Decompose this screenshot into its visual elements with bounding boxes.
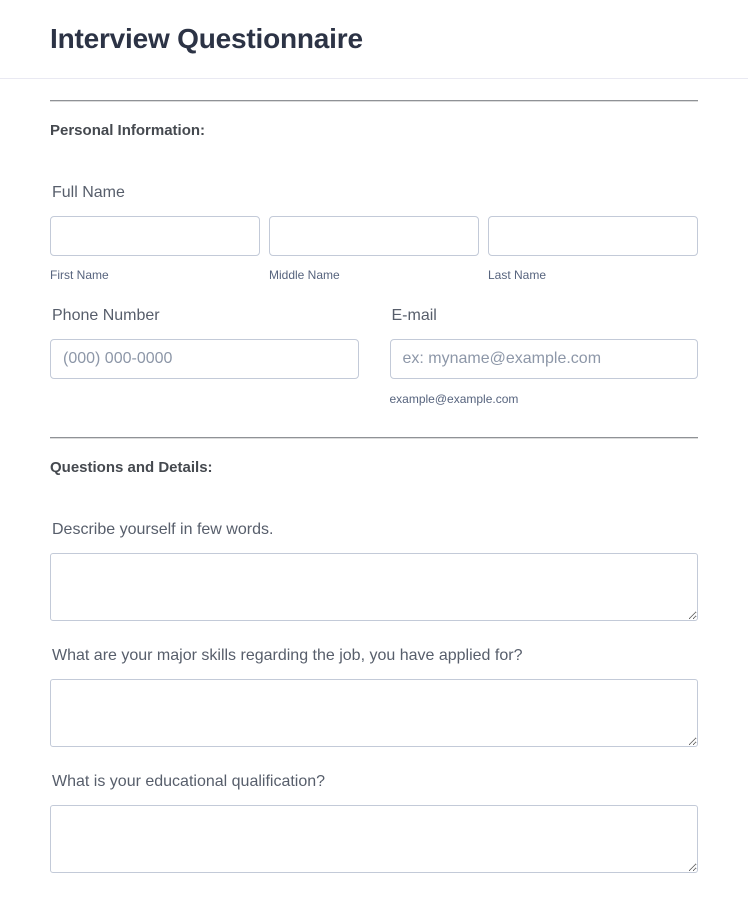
full-name-label: Full Name xyxy=(52,184,125,201)
middle-name-sublabel: Middle Name xyxy=(269,268,340,282)
section-divider xyxy=(50,437,698,439)
phone-number-label: Phone Number xyxy=(52,307,160,324)
describe-yourself-label: Describe yourself in few words. xyxy=(52,521,274,538)
email-input[interactable] xyxy=(390,339,699,379)
field-email xyxy=(390,307,699,406)
form-header xyxy=(0,0,748,79)
first-name-sublabel: First Name xyxy=(50,268,109,282)
field-phone-number xyxy=(50,307,359,406)
form-title: Interview Questionnaire xyxy=(50,23,363,54)
last-name-input[interactable] xyxy=(488,216,698,256)
section-heading-personal: Personal Information: xyxy=(50,122,206,139)
educational-qualification-textarea[interactable] xyxy=(50,805,698,873)
field-major-skills xyxy=(50,647,698,747)
contact-row xyxy=(50,307,698,406)
educational-qualification-label: What is your educational qualification? xyxy=(52,773,326,790)
first-name-col xyxy=(50,216,260,282)
major-skills-textarea[interactable] xyxy=(50,679,698,747)
field-educational-qualification xyxy=(50,773,698,873)
form-body xyxy=(0,100,748,901)
major-skills-label: What are your major skills regarding the job, you have applied for? xyxy=(52,647,523,664)
field-full-name xyxy=(50,184,698,282)
email-label: E-mail xyxy=(391,307,437,324)
last-name-col xyxy=(488,216,698,282)
section-divider xyxy=(50,100,698,102)
first-name-input[interactable] xyxy=(50,216,260,256)
email-helper-text: example@example.com xyxy=(389,392,519,406)
phone-number-input[interactable] xyxy=(50,339,359,379)
last-name-sublabel: Last Name xyxy=(488,268,547,282)
field-describe-yourself xyxy=(50,521,698,621)
middle-name-col xyxy=(269,216,479,282)
section-heading-questions: Questions and Details: xyxy=(50,459,213,476)
full-name-inputs-row xyxy=(50,216,698,282)
middle-name-input[interactable] xyxy=(269,216,479,256)
describe-yourself-textarea[interactable] xyxy=(50,553,698,621)
